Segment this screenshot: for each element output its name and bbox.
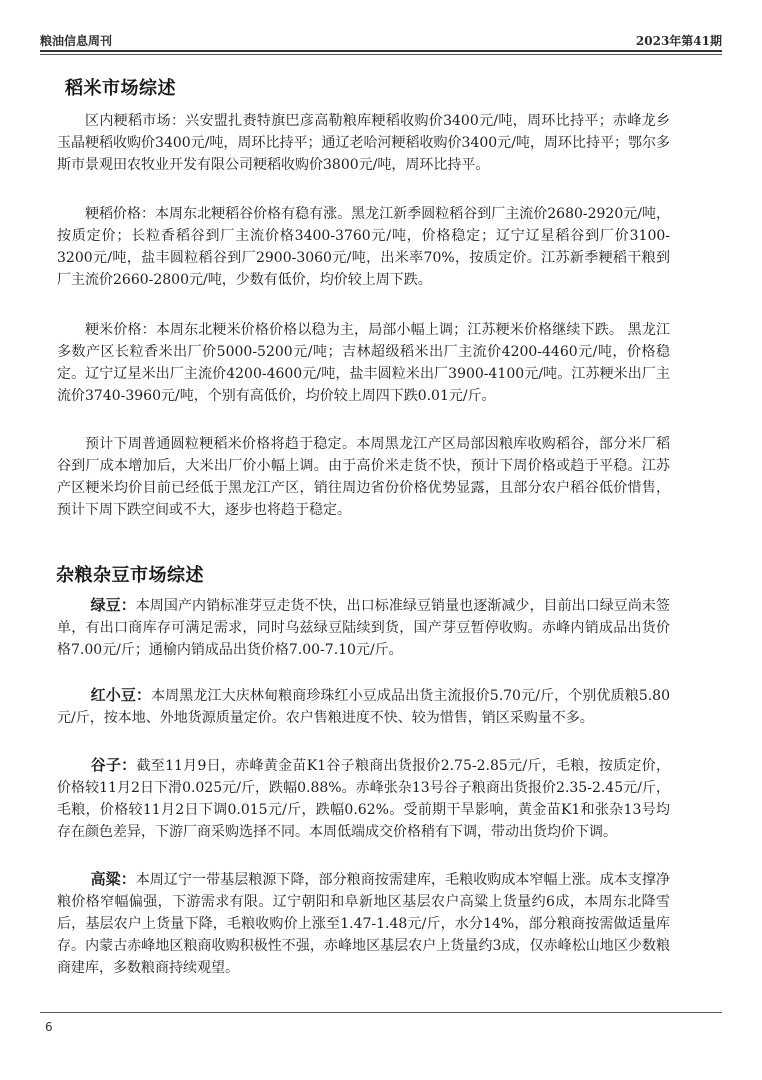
section-title-rice: 稻米市场综述 — [65, 78, 176, 99]
grain-item-label: 红小豆： — [90, 686, 152, 704]
grain-item-label: 高粱： — [90, 870, 136, 888]
grain-item-millet — [57, 754, 670, 843]
grain-item-red-bean — [57, 684, 670, 729]
grain-item-text: 截至11月9日，赤峰黄金苗K1谷子粮商出货报价2.75-2.85元/斤，毛粮，按质定价，价格较11月2日下滑0.025元/斤，跌幅0.88%。赤峰张杂13号谷子粮商出货报价2.35-2.45元/斤，毛粮，价格较11月2日下调0.015元/斤，跌幅0.62%。受前期干旱影响，黄金苗K1和张杂13号均存在颜色差异，下游厂商采购选择不同。本周低端成交价格稍有下调，带动出货均价下调。 — [57, 758, 670, 840]
grain-item-text: 本周黑龙江大庆林甸粮商珍珠红小豆成品出货主流报价5.70元/斤，个别优质粮5.80元/斤，按本地、外地货源质量定价。农户售粮进度不快、较为惜售，销区采购量不多。 — [57, 688, 670, 726]
grain-item-text: 本周辽宁一带基层粮源下降，部分粮商按需建库，毛粮收购成本窄幅上涨。成本支撑净粮价格窄幅偏强，下游需求有限。辽宁朝阳和阜新地区基层农户高粱上货量约6成，本周东北降雪后，基层农户上货量下降，毛粮收购价上涨至1.47-1.48元/斤，水分14%，部分粮商按需做适量库存。内蒙古赤峰地区粮商收购积极性不强，赤峰地区基层农户上货量约3成，仅赤峰松山地区少数粮商建库，多数粮商持续观望。 — [57, 872, 670, 976]
grain-item-text: 本周国产内销标准芽豆走货不快，出口标准绿豆销量也逐渐减少，目前出口绿豆尚未签单，有出口商库存可满足需求，同时乌兹绿豆陆续到货，国产芽豆暂停收购。赤峰内销成品出货价格7.00元/斤；通榆内销成品出货价格7.00-7.10元/斤。 — [57, 598, 670, 658]
rice-paragraph-outlook: 预计下周普通圆粒粳稻米价格将趋于稳定。本周黑龙江产区局部因粮库收购稻谷，部分米厂稻谷到厂成本增加后，大米出厂价小幅上调。由于高价米走货不快，预计下周价格或趋于平稳。江苏产区粳米均价目前已经低于黑龙江产区，销往周边省份价格优势显露，且部分农户稻谷低价惜售，预计下周下跌空间或不大，逐步也将趋于稳定。 — [57, 436, 670, 518]
grain-item-label: 谷子： — [90, 756, 137, 774]
grain-item-label: 绿豆： — [90, 596, 136, 614]
header-rule — [40, 50, 722, 52]
header-rule-thin — [40, 54, 722, 55]
rice-paragraph-paddy-price: 粳稻价格：本周东北粳稻谷价格有稳有涨。黑龙江新季圆粒稻谷到厂主流价2680-2920元/吨，按质定价；长粒香稻谷到厂主流价格3400-3760元/吨，价格稳定；辽宁辽星稻谷到厂价3100-3200元/吨，盐丰圆粒稻谷到厂2900-3060元/吨，出米率70%，按质定价。江苏新季粳稻干粮到厂主流价2660-2800元/吨，少数有低价，均价较上周下跌。 — [57, 206, 670, 288]
grain-item-sorghum — [57, 868, 670, 979]
footer-rule — [40, 1012, 722, 1013]
running-header — [40, 30, 722, 50]
rice-paragraph-regional: 区内粳稻市场：兴安盟扎赉特旗巴彦高勒粮库粳稻收购价3400元/吨，周环比持平；赤峰龙乡玉晶粳稻收购价3400元/吨，周环比持平；通辽老哈河粳稻收购价3400元/吨，周环比持平；鄂尔多斯市景观田农牧业开发有限公司粳稻收购价3800元/吨，周环比持平。 — [57, 113, 670, 173]
page-number: 6 — [45, 1020, 53, 1034]
rice-paragraph-milled-price: 粳米价格：本周东北粳米价格价格以稳为主，局部小幅上调；江苏粳米价格继续下跌。 黑龙江多数产区长粒香米出厂价5000-5200元/吨；吉林超级稻米出厂主流价4200-4460元/吨，价格稳定。辽宁辽星米出厂主流价4200-4600元/吨，盐丰圆粒米出厂3900-4100元/吨。江苏粳米出厂主流价3740-3960元/吨，个别有高低价，均价较上周四下跌0.01元/斤。 — [57, 322, 670, 404]
grain-item-mung-bean — [57, 594, 670, 661]
publication-name: 粮油信息周刊 — [40, 34, 113, 48]
issue-number: 2023年第41期 — [635, 34, 722, 48]
section-title-coarse-grains: 杂粮杂豆市场综述 — [56, 565, 204, 586]
